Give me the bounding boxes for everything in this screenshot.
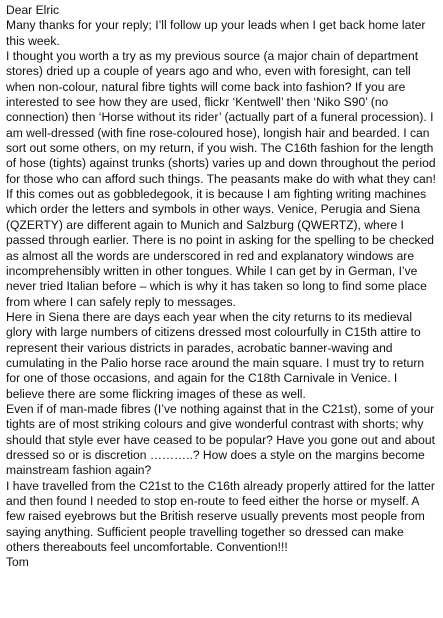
paragraph-tights-source: I thought you worth a try as my previous source (a major chain of department stores) dried up a couple of years ago and who, even with foresight, can tell when non-colour, natural fibre tights will come back into fashion? If you are interested to see how they are used, flickr ‘Kentwell’ then ‘Niko S90’ (no connection) then ‘Horse without its rider’ (actually part of a funeral procession). I am well-dressed (with fine rose-coloured hose), longish hair and bearded. I can sort out some others, on my return, if you wish. The C16th fashion for the length of hose (tights) against trunks (shorts) varies up and down throughout the period for those who can afford such things. The peasants make do with what they can! (6, 49, 436, 186)
paragraph-thanks: Many thanks for your reply; I’ll follow up your leads when I get back home later this week. (6, 18, 426, 48)
paragraph-colours: Even if of man-made fibres (I’ve nothing against that in the C21st), some of your tights are of most striking colours and give wonderful contrast with shorts; why should that style ever have ceased to be popular? Have you gone out and about dressed so or is discretion ………..? How does a style on the margins become mainstream fashion again? (6, 401, 435, 478)
paragraph-keyboards: If this comes out as gobbledegook, it is because I am fighting writing machines which order the letters and symbols in other ways. Venice, Perugia and Siena (QZERTY) are different again to Munich and Salzburg (QWERTZ), where I passed through earlier. There is no point in asking for the spelling to be checked as almost all the words are underscored in red and explanatory windows are incomprehensibly written in other tongues. While I can get by in German, I’ve never tried Italian before – which is why it has taken so long to find some place from where I can safely reply to messages. (6, 187, 435, 309)
signature: Tom (6, 555, 29, 570)
paragraph-travel: I have travelled from the C21st to the C16th already properly attired for the latter and then found I needed to stop en-route to feed either the horse or myself. A few raised eyebrows but the British reserve usually prevents most people from saying anything. Sufficient people travelling together so dressed can make others thereabouts feel uncomfortable. Convention!!! (6, 478, 435, 555)
paragraph-siena: Here in Siena there are days each year when the city returns to its medieval glory with large numbers of citizens dressed most colourfully in C15th attire to represent their various districts in parades, acrobatic banner-waving and cumulating in the Palio horse race around the main square. I must try to return for one of those occasions, and again for the C18th Carnivale in Venice. I believe there are some flickring images of these as well. (6, 309, 425, 401)
salutation: Dear Elric (6, 3, 60, 17)
